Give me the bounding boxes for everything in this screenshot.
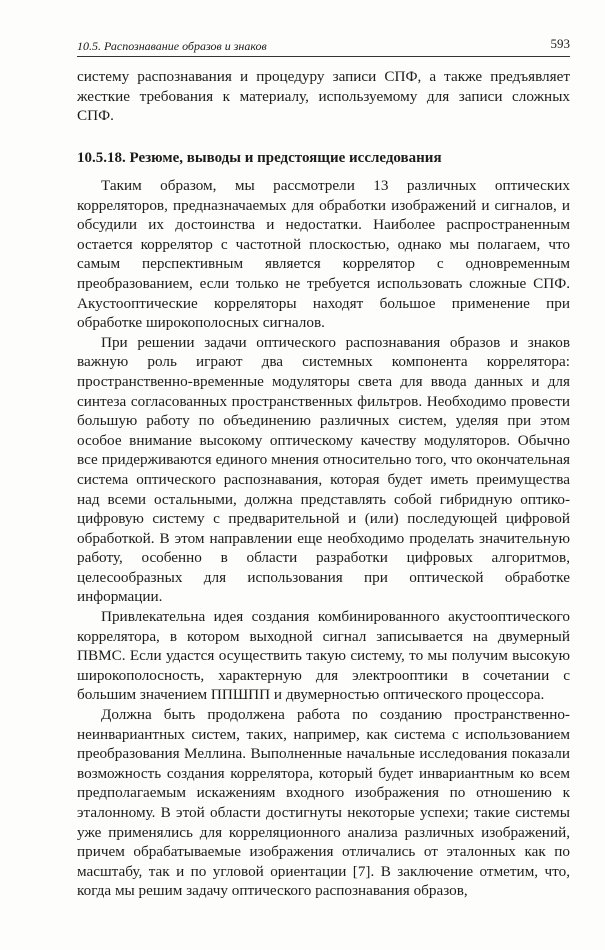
running-head (77, 36, 570, 56)
page-number: 593 (550, 36, 570, 51)
section-body (77, 176, 570, 901)
body-paragraph-2: При решении задачи оптического распознавания образов и знаков важную роль играют два системных компонента коррелятора: пространственно-временные модуляторы света для ввода данных и для синтеза согласованных пространственных фильтров. Необходимо провести большую работу по объединению различных систем, уделяя при этом особое внимание высокому оптическому качеству модуляторов. Обычно все придерживаются единого мнения относительно того, что окончательная система оптического распознавания, которая будет иметь преимущества над всеми остальными, должна представлять собой гибридную оптико-цифровую систему с предварительной и (или) последующей цифровой обработкой. В этом направлении еще необходимо проделать значительную работу, особенно в области разработки цифровых алгоритмов, целесообразных для использования при оптической обработке информации. (77, 333, 570, 606)
running-title: 10.5. Распознавание образов и знаков (77, 39, 267, 53)
intro-paragraph: систему распознавания и процедуру записи СПФ, а также предъявляет жесткие требования к материалу, используемому для записи сложных СПФ. (77, 68, 570, 125)
section-heading: 10.5.18. Резюме, выводы и предстоящие исследования (77, 150, 442, 166)
header-rule (77, 56, 570, 57)
body-paragraph-4: Должна быть продолжена работа по созданию пространственно-неинвариантных систем, таких, например, как система с использованием преобразования Меллина. Выполненные начальные исследования показали возможность создания коррелятора, который будет инвариантным ко всем предполагаемым искажениям входного изображения по отношению к эталонному. В этой области достигнуты некоторые успехи; такие системы уже применялись для корреляционного анализа различных изображений, причем обрабатываемые изображения отличались от эталонных как по масштабу, так и по угловой ориентации [7]. В заключение отметим, что, когда мы решим задачу оптического распознавания образов, (77, 706, 570, 900)
intro-text-block (77, 67, 570, 126)
body-paragraph-1: Таким образом, мы рассмотрели 13 различных оптических корреляторов, предназначаемых для обработки изображений и сигналов, и обсудили их достоинства и недостатки. Наиболее распространенным остается коррелятор с частотной плоскостью, однако мы полагаем, что самым перспективным является коррелятор с одновременным преобразованием, если только не требуется использовать сложные СПФ. Акустооптические корреляторы находят большое применение при обработке широкополосных сигналов. (77, 177, 570, 332)
body-paragraph-3: Привлекательна идея создания комбинированного акустооптического коррелятора, в котором выходной сигнал записывается на двумерный ПВМС. Если удастся осуществить такую систему, то мы получим высокую широкополосность, характерную для электрооптики в сочетании с большим значением ППШПП и двумерностью оптического процессора. (77, 608, 570, 704)
